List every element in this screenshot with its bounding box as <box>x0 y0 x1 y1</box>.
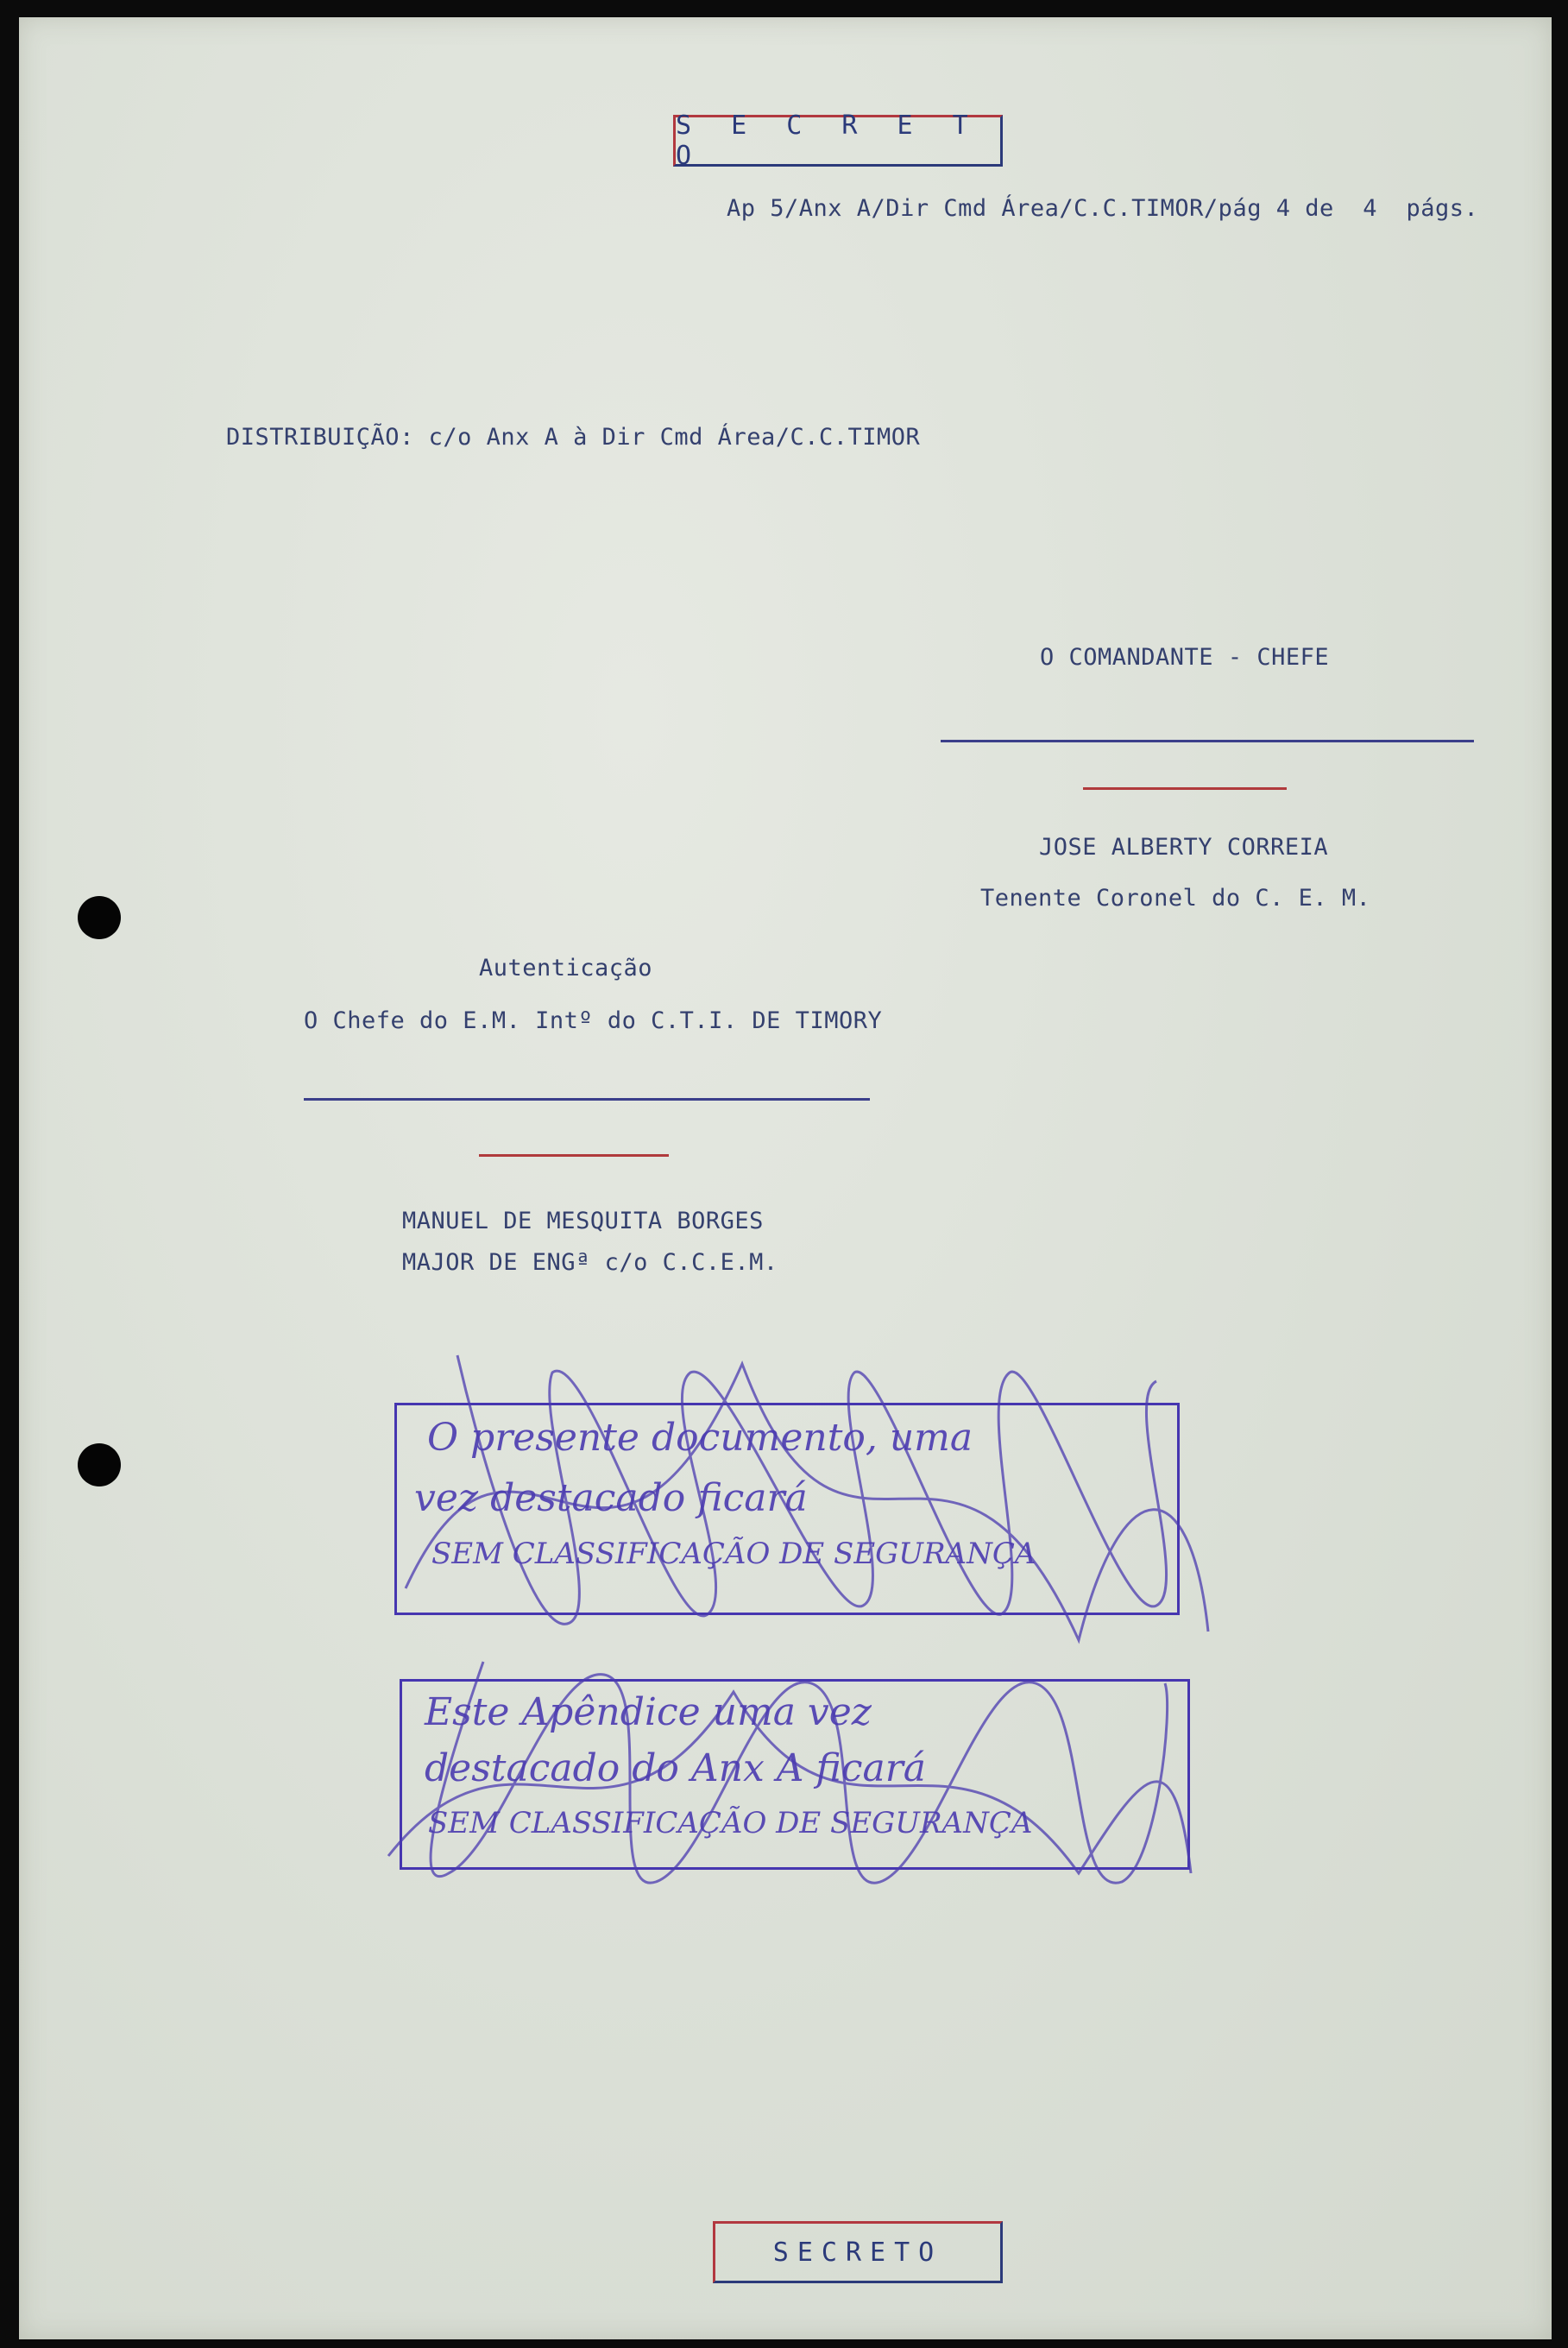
handwritten-note-2-line-3: SEM CLASSIFICAÇÃO DE SEGURANÇA <box>428 1806 1033 1840</box>
classification-stamp-text: S E C R E T O <box>676 110 980 171</box>
scribble-note-1-b <box>406 1364 1208 1640</box>
commander-rank: Tenente Coronel do C. E. M. <box>980 885 1371 912</box>
classification-stamp-bottom-text: SECRETO <box>772 2237 943 2268</box>
scribble-note-1 <box>457 1355 1167 1624</box>
handwritten-note-1-line-3: SEM CLASSIFICAÇÃO DE SEGURANÇA <box>431 1537 1036 1571</box>
authentication-rank: MAJOR DE ENGª c/o C.C.E.M. <box>402 1249 778 1276</box>
scribble-note-2 <box>431 1662 1168 1883</box>
authentication-name: MANUEL DE MESQUITA BORGES <box>402 1208 764 1234</box>
scribble-note-2-b <box>388 1692 1191 1873</box>
commander-name: JOSE ALBERTY CORREIA <box>1039 834 1329 861</box>
handwritten-note-2-line-2: destacado do Anx A ficará <box>425 1746 927 1790</box>
handwritten-note-2-line-1: Este Apêndice uma vez <box>425 1690 872 1734</box>
handwritten-note-1-line-2: vez destacado ficará <box>414 1476 808 1520</box>
authentication-label: Autenticação <box>479 955 653 981</box>
document-reference: Ap 5/Anx A/Dir Cmd Área/C.C.TIMOR/pág 4 de 4 págs. <box>727 195 1479 222</box>
commander-title: O COMANDANTE - CHEFE <box>1040 644 1330 671</box>
classification-stamp-bottom <box>713 2221 1003 2283</box>
authentication-role: O Chefe do E.M. Intº do C.T.I. DE TIMORY <box>304 1007 883 1034</box>
distribution-line: DISTRIBUIÇÃO: c/o Anx A à Dir Cmd Área/C.C.TIMOR <box>226 424 921 451</box>
handwritten-note-1-line-1: O presente documento, uma <box>427 1416 973 1460</box>
